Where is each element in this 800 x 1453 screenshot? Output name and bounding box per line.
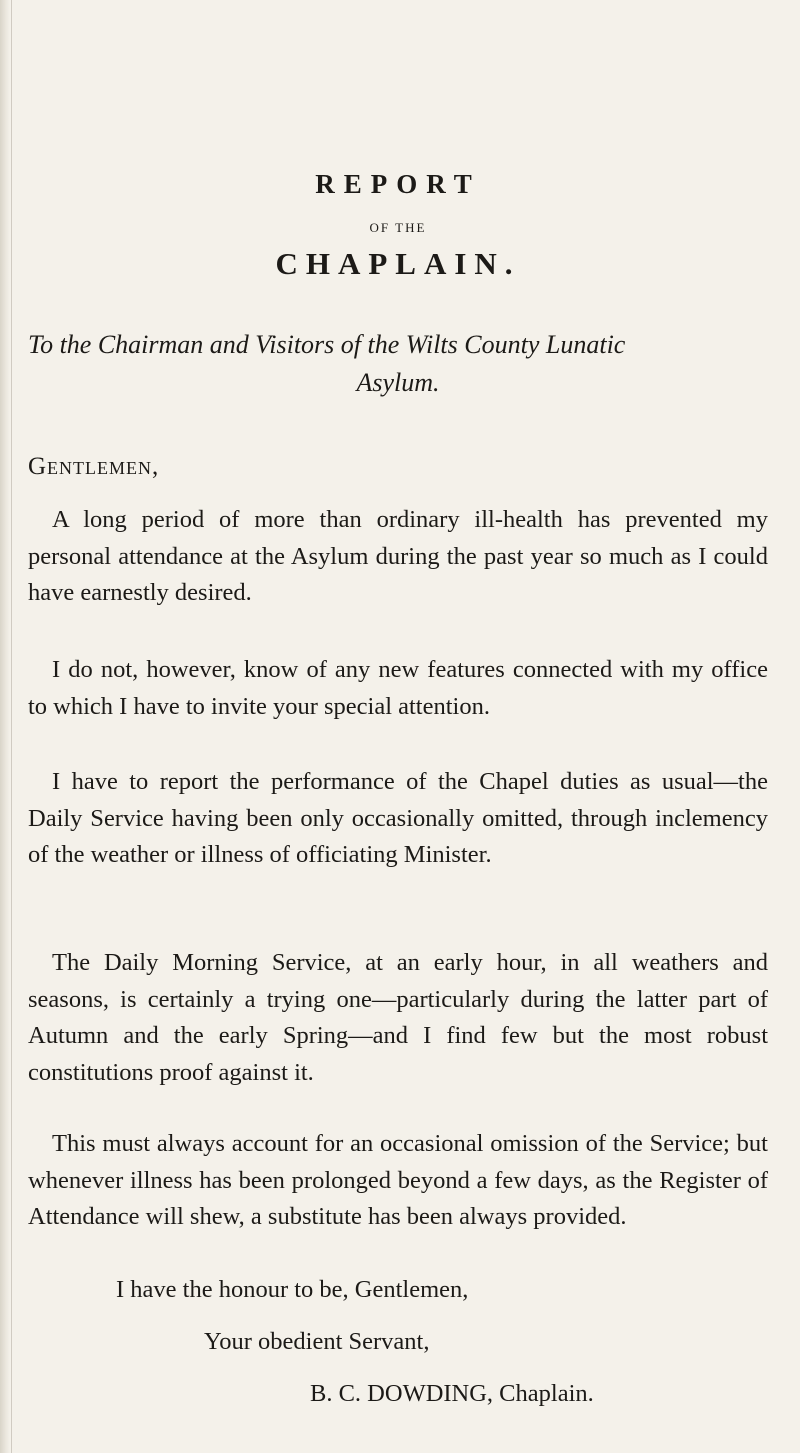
paragraph-4: The Daily Morning Service, at an early hour, in all weathers and seasons, is certainly a trying one—particularly during the latter part of Autumn and the early Spring—and I find few but the most robust constitutions proof against it. xyxy=(28,949,768,1086)
paragraph-3: I have to report the performance of the Chapel duties as usual—the Daily Service having been only occasionally omitted, through inclemency of the weather or illness of officiating Minister. xyxy=(28,768,768,868)
address-line-2: Asylum. xyxy=(356,368,440,397)
page-gutter-shadow xyxy=(0,0,10,1453)
salutation: Gentlemen, xyxy=(28,453,160,480)
of-the-subheading: OF THE xyxy=(369,220,427,235)
document-page xyxy=(28,0,768,1453)
address-line-1: To the Chairman and Visitors of the Wilts County Lunatic xyxy=(28,330,626,359)
chaplain-heading: CHAPLAIN. xyxy=(275,246,521,281)
closing-line-1: I have the honour to be, Gentlemen, xyxy=(116,1276,469,1303)
binding-edge xyxy=(11,0,12,1453)
paragraph-2: I do not, however, know of any new features connected with my office to which I have to invite your special attention. xyxy=(28,656,768,720)
address-line xyxy=(28,326,768,402)
closing-line-2: Your obedient Servant, xyxy=(204,1328,430,1355)
signature-line: B. C. DOWDING, Chaplain. xyxy=(310,1380,594,1407)
paragraph-5: This must always account for an occasional omission of the Service; but whenever illness has been prolonged beyond a few days, as the Register of Attendance will shew, a substitute has been always provided. xyxy=(28,1130,768,1230)
paragraph-1: A long period of more than ordinary ill-health has prevented my personal attendance at the Asylum during the past year so much as I could have earnestly desired. xyxy=(28,506,768,606)
report-heading: REPORT xyxy=(315,169,481,199)
